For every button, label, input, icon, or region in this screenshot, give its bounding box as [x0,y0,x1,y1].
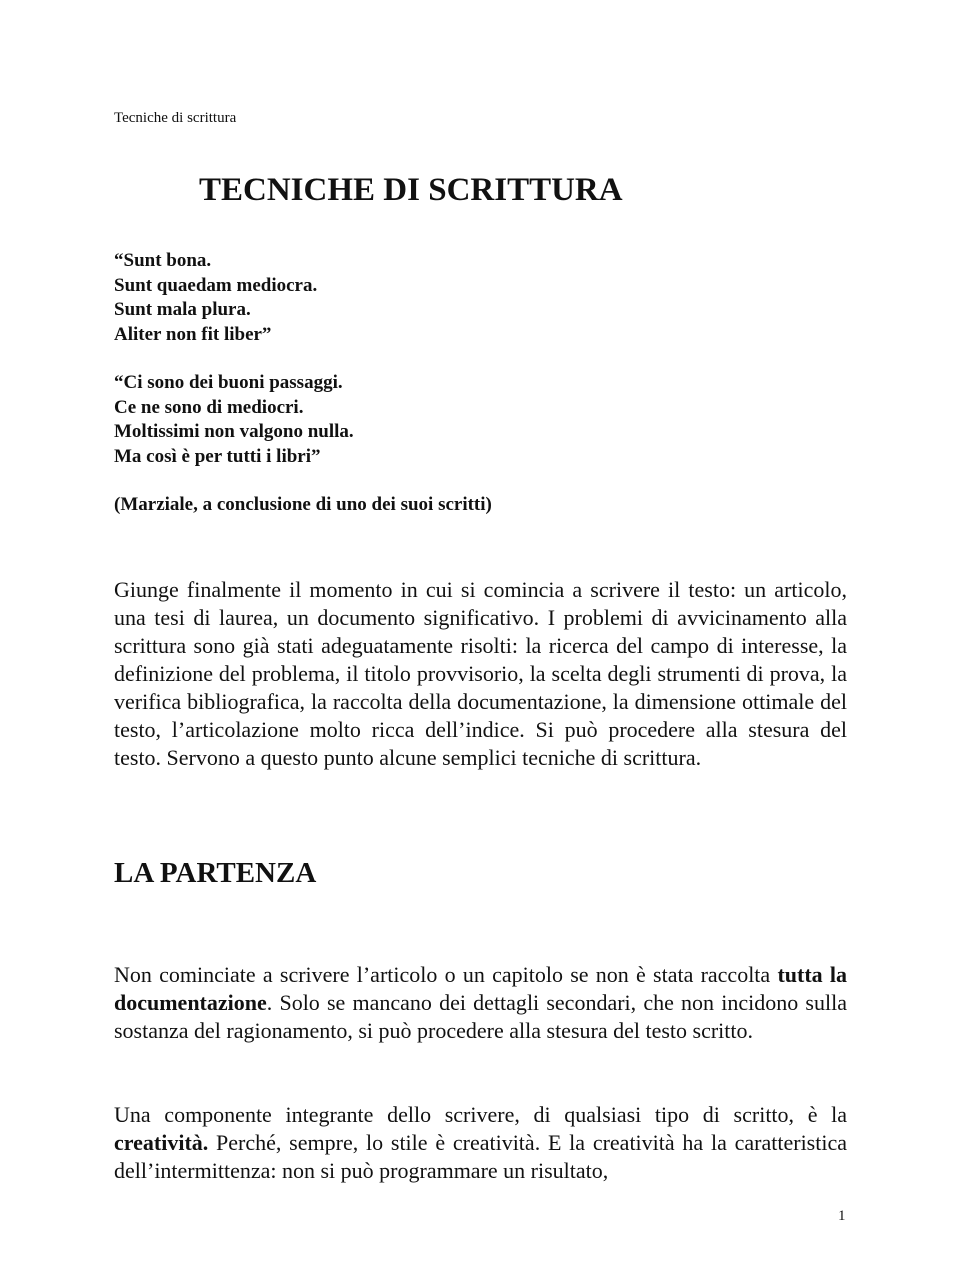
paragraph-text: Una componente integrante dello scrivere, di qualsiasi tipo di scritto, è la [114,1102,847,1127]
epigraph-line: “Ci sono dei buoni passaggi. [114,372,343,393]
paragraph-text: . Solo se mancano dei dettagli secondari, che non incidono sulla sostanza del ragionamento, si può procedere alla stesura del testo scritto. [114,990,847,1043]
section-heading: LA PARTENZA [114,857,317,889]
page-number: 1 [838,1208,846,1224]
epigraph-line: Sunt quaedam mediocra. [114,274,318,296]
epigraph-attribution: (Marziale, a conclusione di uno dei suoi scritti) [114,494,492,515]
epigraph-line: Moltissimi non valgono nulla. [114,421,354,442]
epigraph-line: Ce ne sono di mediocri. [114,396,304,418]
epigraph-latin [114,249,317,347]
intro-paragraph: Giunge finalmente il momento in cui si comincia a scrivere il testo: un articolo, una tesi di laurea, un documento significativo. I problemi di avvicinamento alla scrittura sono già stati adeguatamente risolti: la ricerca del campo di interesse, la definizione del problema, il titolo provvisorio, la scelta degli strumenti di prova, la verifica bibliografica, la raccolta della documentazione, la dimensione ottimale del testo, l’articolazione molto ricca dell’indice. Si può procedere alla stesura del testo. Servono a questo punto alcune semplici tecniche di scrittura. [114,577,847,770]
paragraph-text: Non cominciate a scrivere l’articolo o un capitolo se non è stata raccolta [114,962,778,987]
paragraph-text: Perché, sempre, lo stile è creatività. E la creatività ha la caratteristica dell’intermittenza: non si può programmare un risultato, [114,1130,847,1183]
body-paragraph [114,961,847,1045]
epigraph-line: Sunt mala plura. [114,299,251,320]
emphasis-text: creatività. [114,1130,209,1155]
epigraph-line: “Sunt bona. [114,250,212,271]
epigraph-line: Ma così è per tutti i libri” [114,445,321,467]
emphasis-text: tutta la documentazione [114,962,848,1015]
epigraph-line: Aliter non fit liber” [114,323,272,345]
epigraph-italian [114,371,354,469]
body-paragraph [114,1101,847,1185]
running-header: Tecniche di scrittura [114,110,237,126]
document-title: TECNICHE DI SCRITTURA [199,172,623,208]
